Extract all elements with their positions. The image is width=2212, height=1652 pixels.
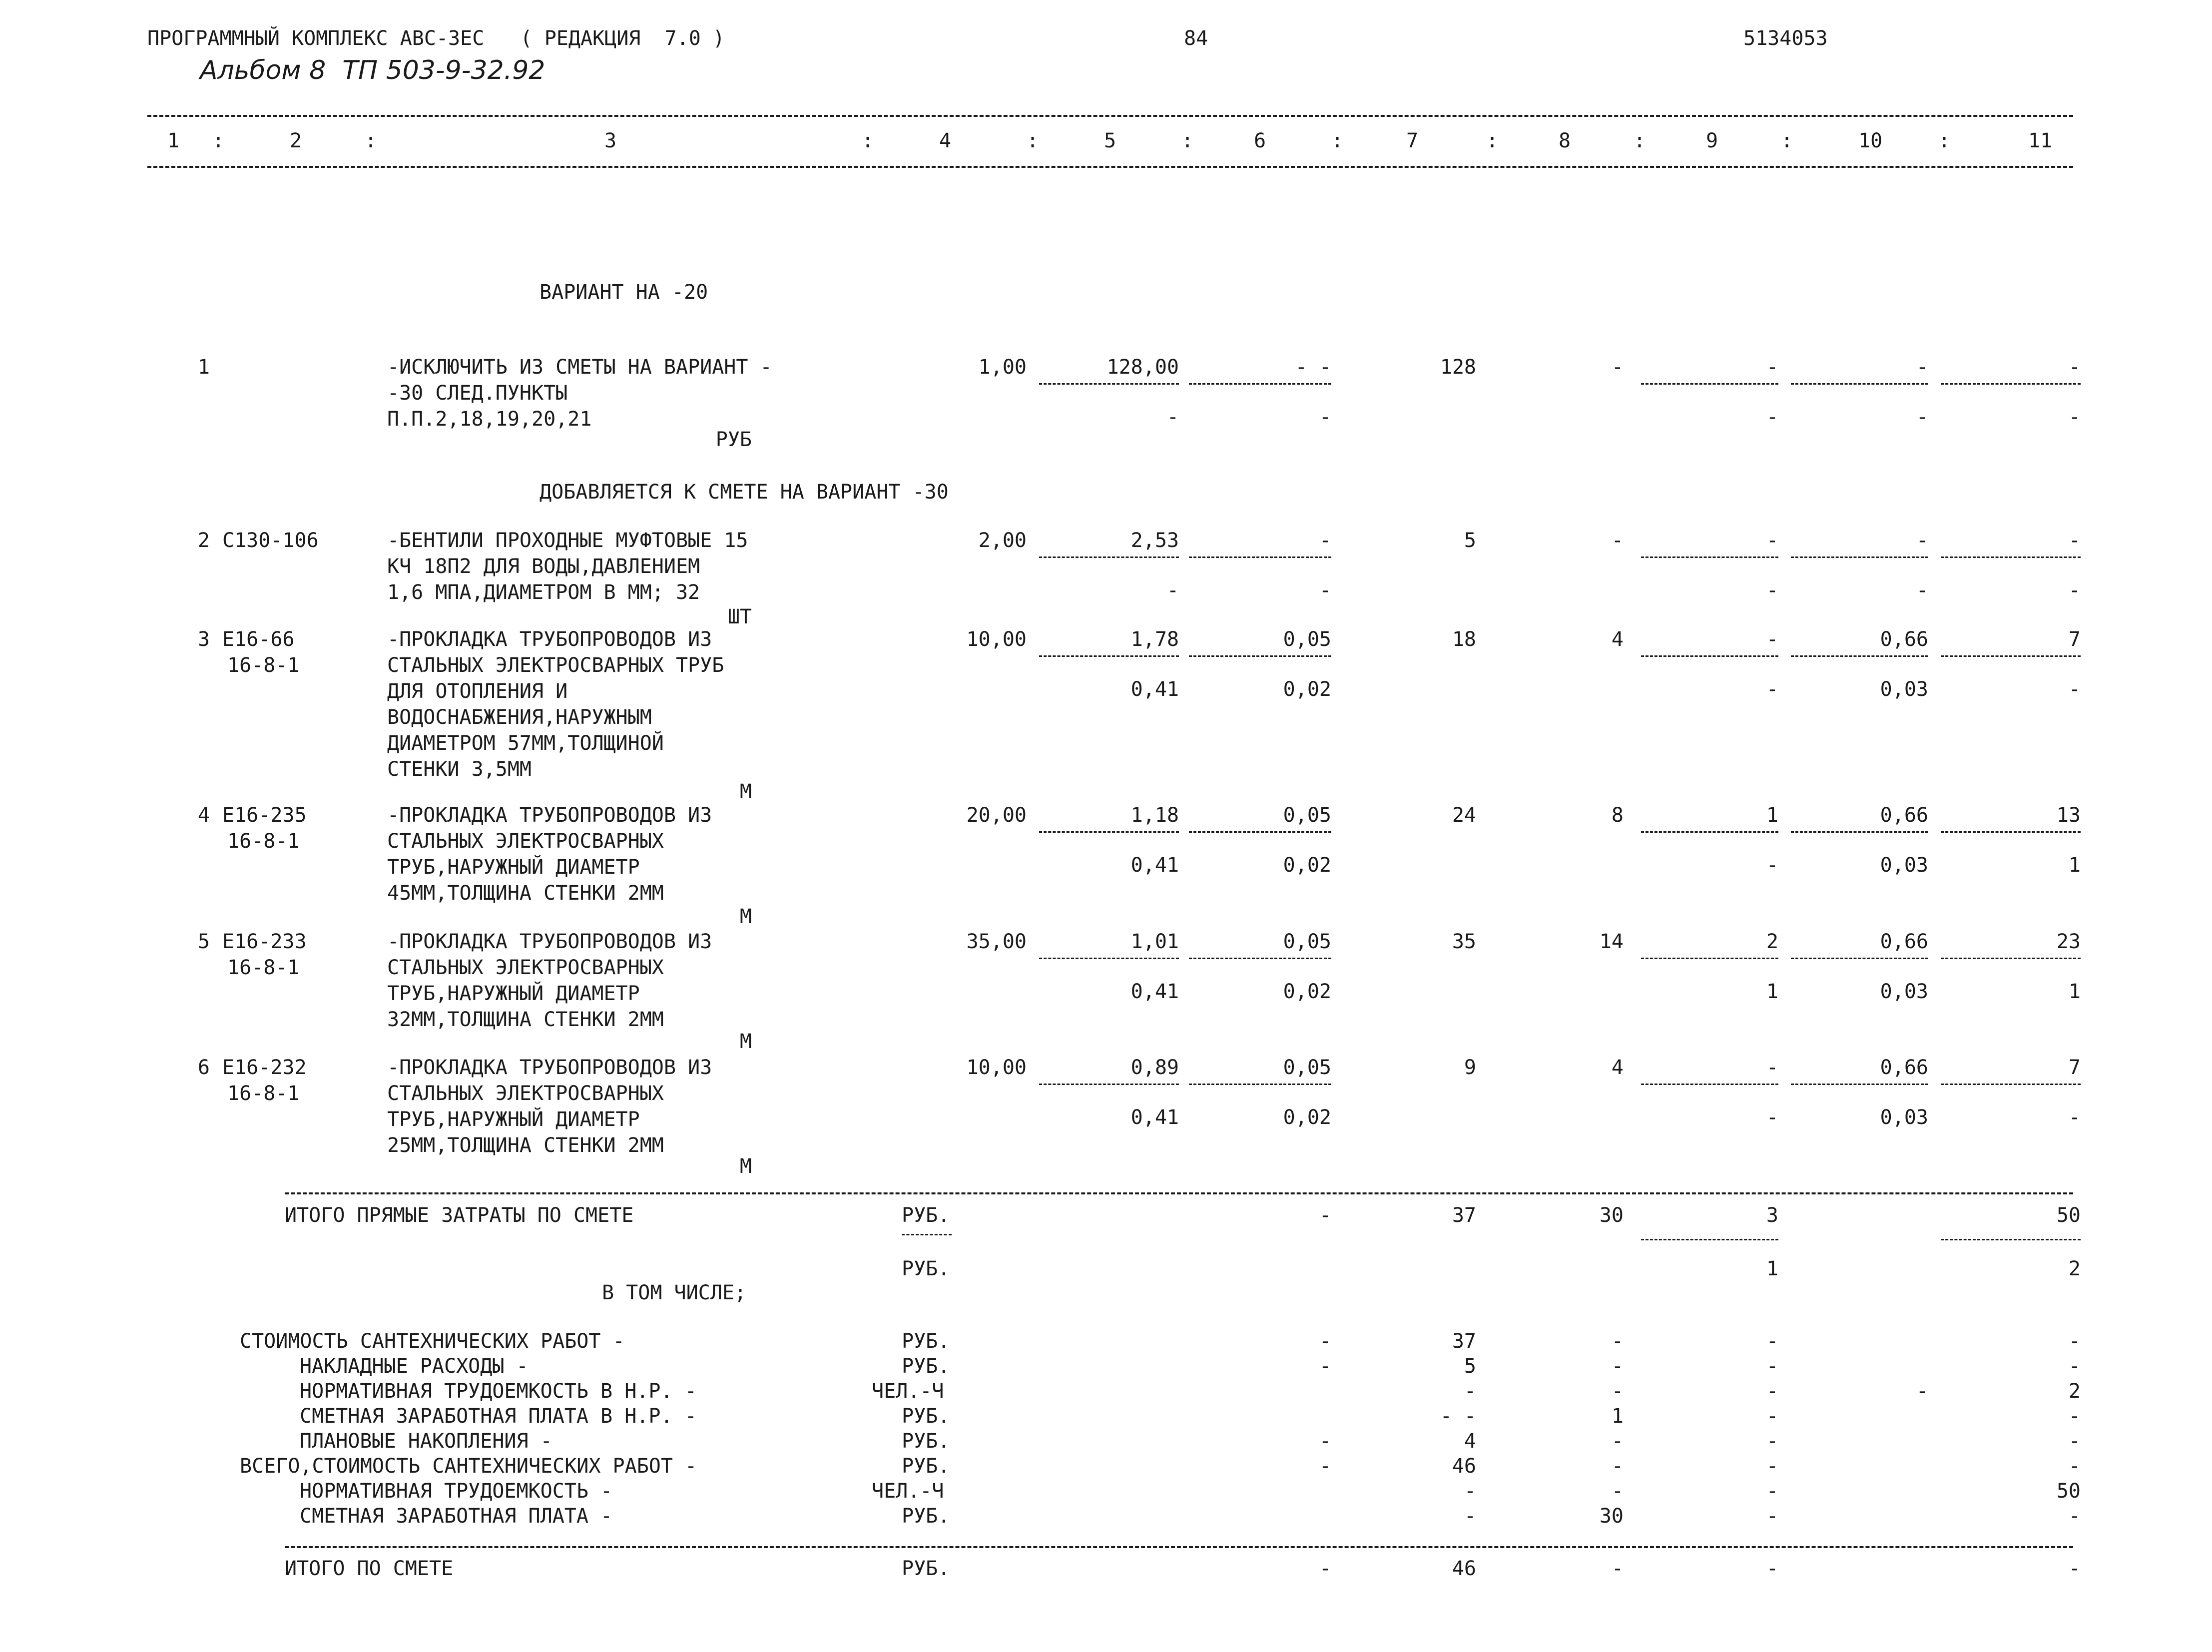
fraction-rule [1641, 556, 1778, 558]
row-description-line: КЧ 18П2 ДЛЯ ВОДЫ,ДАВЛЕНИЕМ [387, 555, 700, 578]
fraction-rule [1941, 556, 2081, 558]
row-col11-sub: - [2068, 678, 2081, 701]
breakdown-col8: - [1611, 1455, 1624, 1478]
row-number: 5 [197, 930, 210, 953]
row-col10: 0,66 [1880, 628, 1928, 651]
breakdown-unit: РУБ. [902, 1355, 950, 1378]
row-description-line: ТРУБ,НАРУЖНЫЙ ДИАМЕТР [387, 856, 640, 879]
row-col9: - [1766, 529, 1778, 552]
fraction-rule [1791, 1084, 1928, 1085]
breakdown-col6: - [1319, 1455, 1331, 1478]
row-code-sub: 16-8-1 [227, 830, 300, 853]
row-description-line: -БЕНТИЛИ ПРОХОДНЫЕ МУФТОВЫЕ 15 [387, 529, 748, 552]
fraction-rule [1641, 383, 1778, 385]
row-description-line: -ПРОКЛАДКА ТРУБОПРОВОДОВ ИЗ [387, 930, 712, 953]
row-col8: 4 [1611, 628, 1624, 651]
row-quantity: 10,00 [966, 628, 1027, 651]
direct-costs-col7: 37 [1452, 1204, 1476, 1227]
column-header-4: 4 [939, 129, 952, 152]
breakdown-label: НОРМАТИВНАЯ ТРУДОЕМКОСТЬ В Н.Р. - [300, 1380, 697, 1403]
column-separator: : [1938, 129, 1951, 152]
row-col10-sub: 0,03 [1880, 980, 1928, 1003]
column-separator: : [1331, 129, 1344, 152]
row-description-line: -ПРОКЛАДКА ТРУБОПРОВОДОВ ИЗ [387, 628, 712, 651]
row-quantity: 2,00 [978, 529, 1027, 552]
row-code-sub: 16-8-1 [227, 956, 300, 979]
row-price-col6-sub: 0,02 [1283, 678, 1331, 701]
add-title: ДОБАВЛЯЕТСЯ К СМЕТЕ НА ВАРИАНТ -30 [540, 481, 949, 504]
row-col11: - [2068, 356, 2081, 379]
breakdown-label: ВСЕГО,СТОИМОСТЬ САНТЕХНИЧЕСКИХ РАБОТ - [240, 1455, 697, 1478]
column-header-8: 8 [1559, 129, 1571, 152]
row-price-col6: 0,05 [1283, 1056, 1331, 1079]
row-col9-sub: 1 [1766, 980, 1778, 1003]
breakdown-col11: - [2068, 1505, 2081, 1528]
grand-total-col9: - [1766, 1557, 1778, 1580]
fraction-rule [1791, 556, 1928, 558]
direct-costs-col11-sub: 2 [2068, 1257, 2081, 1280]
row-description-line: СТЕНКИ 3,5ММ [387, 758, 532, 781]
breakdown-col7: - [1464, 1380, 1476, 1403]
row-total: 18 [1452, 628, 1476, 651]
column-separator: : [365, 129, 377, 152]
row-col10: 0,66 [1880, 930, 1928, 953]
row-quantity: 20,00 [966, 804, 1027, 827]
row-description-line: СТАЛЬНЫХ ЭЛЕКТРОСВАРНЫХ [387, 1082, 664, 1105]
fraction-rule [1641, 958, 1778, 959]
breakdown-unit: РУБ. [902, 1330, 950, 1353]
fraction-rule [1941, 958, 2081, 959]
breakdown-col6: - [1319, 1355, 1331, 1378]
column-separator: : [1486, 129, 1499, 152]
breakdown-col7: 46 [1452, 1455, 1476, 1478]
row-col8: 8 [1611, 804, 1624, 827]
row-col11: - [2068, 529, 2081, 552]
row-price-col6-sub: 0,02 [1283, 980, 1331, 1003]
direct-costs-label: ИТОГО ПРЯМЫЕ ЗАТРАТЫ ПО СМЕТЕ [285, 1204, 634, 1227]
row-col9-sub: - [1766, 854, 1778, 877]
row-col9-sub: - [1766, 1106, 1778, 1129]
row-unit-price: 2,53 [1130, 529, 1179, 552]
row-unit-price: 1,78 [1130, 628, 1179, 651]
row-unit: М [739, 1155, 752, 1178]
row-unit-price: 1,01 [1130, 930, 1179, 953]
row-col9: - [1766, 1056, 1778, 1079]
fraction-rule [1791, 831, 1928, 833]
row-total: 24 [1452, 804, 1476, 827]
column-header-9: 9 [1706, 129, 1718, 152]
variant-title: ВАРИАНТ НА -20 [540, 281, 708, 304]
fraction-rule [902, 1234, 952, 1235]
row-unit-price-sub: - [1166, 406, 1179, 429]
row-price-col6-sub: 0,02 [1283, 1106, 1331, 1129]
row-unit-price-sub: 0,41 [1130, 1106, 1179, 1129]
fraction-rule [1641, 831, 1778, 833]
row-total: 9 [1464, 1056, 1476, 1079]
row-description-line: 32ММ,ТОЛЩИНА СТЕНКИ 2ММ [387, 1008, 664, 1031]
row-price-col6: - [1319, 529, 1331, 552]
row-unit-price: 0,89 [1130, 1056, 1179, 1079]
breakdown-col7: - [1464, 1505, 1476, 1528]
breakdown-col11: 50 [2056, 1480, 2081, 1503]
row-col8: 14 [1599, 930, 1624, 953]
row-unit-price-sub: 0,41 [1130, 980, 1179, 1003]
row-col9: - [1766, 628, 1778, 651]
row-col11-sub: 1 [2068, 854, 2081, 877]
breakdown-unit: РУБ. [902, 1455, 950, 1478]
row-col11: 13 [2056, 804, 2081, 827]
fraction-rule [1039, 1084, 1179, 1085]
fraction-rule [1941, 655, 2081, 657]
row-description-line: -30 СЛЕД.ПУНКТЫ [387, 382, 568, 405]
row-col8: - [1611, 356, 1624, 379]
breakdown-col8: 1 [1611, 1405, 1624, 1428]
fraction-rule [1641, 1239, 1778, 1240]
breakdown-label: ПЛАНОВЫЕ НАКОПЛЕНИЯ - [300, 1430, 553, 1453]
fraction-rule [1189, 958, 1331, 959]
fraction-rule [1941, 1084, 2081, 1085]
row-unit-price-sub: 0,41 [1130, 678, 1179, 701]
column-separator: : [212, 129, 225, 152]
row-total: 35 [1452, 930, 1476, 953]
including-label: В ТОМ ЧИСЛЕ; [602, 1281, 746, 1304]
breakdown-col6: - [1319, 1330, 1331, 1353]
row-col10-sub: - [1916, 406, 1928, 429]
row-col10: 0,66 [1880, 804, 1928, 827]
row-unit: М [739, 1030, 752, 1053]
row-number: 3 [197, 628, 210, 651]
row-unit: ШТ [727, 605, 752, 628]
direct-costs-col6: - [1319, 1204, 1331, 1227]
header-rule-top [147, 115, 2073, 117]
breakdown-col11: 2 [2068, 1380, 2081, 1403]
row-code: Е16-66 [222, 628, 295, 651]
fraction-rule [1189, 831, 1331, 833]
column-header-1: 1 [167, 129, 180, 152]
row-description-line: 25ММ,ТОЛЩИНА СТЕНКИ 2ММ [387, 1134, 664, 1157]
column-separator: : [1634, 129, 1646, 152]
row-description-line: П.П.2,18,19,20,21 [387, 408, 592, 431]
breakdown-col10: - [1916, 1380, 1928, 1403]
fraction-rule [1791, 958, 1928, 959]
row-col11-sub: 1 [2068, 980, 2081, 1003]
row-col11: 7 [2068, 628, 2081, 651]
row-code: Е16-233 [222, 930, 307, 953]
document-code: 5134053 [1743, 27, 1828, 50]
row-col8: - [1611, 529, 1624, 552]
row-unit: РУБ [715, 428, 752, 451]
row-unit-price: 128,00 [1106, 356, 1179, 379]
breakdown-col7: 5 [1464, 1355, 1476, 1378]
row-col11-sub: - [2068, 579, 2081, 602]
breakdown-label: НАКЛАДНЫЕ РАСХОДЫ - [300, 1355, 529, 1378]
breakdown-unit: РУБ. [902, 1430, 950, 1453]
breakdown-col11: - [2068, 1405, 2081, 1428]
column-header-10: 10 [1858, 129, 1883, 152]
row-description-line: ТРУБ,НАРУЖНЫЙ ДИАМЕТР [387, 982, 640, 1005]
fraction-rule [1189, 383, 1331, 385]
breakdown-col8: - [1611, 1355, 1624, 1378]
column-header-7: 7 [1406, 129, 1419, 152]
row-col11: 7 [2068, 1056, 2081, 1079]
fraction-rule [1039, 556, 1179, 558]
row-number: 6 [197, 1056, 210, 1079]
row-col10: 0,66 [1880, 1056, 1928, 1079]
breakdown-col9: - [1766, 1430, 1778, 1453]
row-description-line: ТРУБ,НАРУЖНЫЙ ДИАМЕТР [387, 1108, 640, 1131]
totals-rule [285, 1192, 2073, 1194]
fraction-rule [1189, 556, 1331, 558]
row-unit-price-sub: 0,41 [1130, 854, 1179, 877]
breakdown-col11: - [2068, 1455, 2081, 1478]
row-col10-sub: - [1916, 579, 1928, 602]
grand-total-col6: - [1319, 1557, 1331, 1580]
row-price-col6-sub: 0,02 [1283, 854, 1331, 877]
row-col10: - [1916, 356, 1928, 379]
breakdown-unit: РУБ. [902, 1505, 950, 1528]
row-description-line: -ПРОКЛАДКА ТРУБОПРОВОДОВ ИЗ [387, 804, 712, 827]
row-description-line: -ПРОКЛАДКА ТРУБОПРОВОДОВ ИЗ [387, 1056, 712, 1079]
row-unit-price-sub: - [1166, 579, 1179, 602]
grand-total-label: ИТОГО ПО СМЕТЕ [285, 1557, 454, 1580]
fraction-rule [1641, 655, 1778, 657]
fraction-rule [1039, 655, 1179, 657]
breakdown-col6: - [1319, 1430, 1331, 1453]
row-description-line: СТАЛЬНЫХ ЭЛЕКТРОСВАРНЫХ [387, 956, 664, 979]
breakdown-label: НОРМАТИВНАЯ ТРУДОЕМКОСТЬ - [300, 1480, 613, 1503]
fraction-rule [1941, 383, 2081, 385]
breakdown-col7: 4 [1464, 1430, 1476, 1453]
row-description-line: СТАЛЬНЫХ ЭЛЕКТРОСВАРНЫХ [387, 830, 664, 853]
column-header-5: 5 [1104, 129, 1116, 152]
breakdown-col9: - [1766, 1480, 1778, 1503]
breakdown-col9: - [1766, 1455, 1778, 1478]
column-header-3: 3 [604, 129, 617, 152]
breakdown-col9: - [1766, 1405, 1778, 1428]
column-separator: : [1781, 129, 1793, 152]
row-col9: 1 [1766, 804, 1778, 827]
breakdown-col9: - [1766, 1505, 1778, 1528]
row-description-line: ДЛЯ ОТОПЛЕНИЯ И [387, 680, 568, 703]
fraction-rule [1189, 1084, 1331, 1085]
row-total: 5 [1464, 529, 1476, 552]
breakdown-label: СТОИМОСТЬ САНТЕХНИЧЕСКИХ РАБОТ - [240, 1330, 625, 1353]
breakdown-col8: - [1611, 1380, 1624, 1403]
program-header: ПРОГРАММНЫЙ КОМПЛЕКС АВС-3ЕС ( РЕДАКЦИЯ 7.0 ) [147, 27, 725, 50]
row-unit-price: 1,18 [1130, 804, 1179, 827]
row-col9-sub: - [1766, 406, 1778, 429]
breakdown-col11: - [2068, 1430, 2081, 1453]
row-description-line: 1,6 МПА,ДИАМЕТРОМ В ММ; 32 [387, 581, 700, 604]
row-quantity: 35,00 [966, 930, 1027, 953]
column-separator: : [862, 129, 874, 152]
grand-total-col7: 46 [1452, 1557, 1476, 1580]
row-quantity: 10,00 [966, 1056, 1027, 1079]
row-col11: 23 [2056, 930, 2081, 953]
direct-costs-unit: РУБ. [902, 1204, 950, 1227]
row-col11-sub: - [2068, 406, 2081, 429]
fraction-rule [1641, 1084, 1778, 1085]
breakdown-unit: ЧЕЛ.-Ч [872, 1480, 944, 1503]
column-header-6: 6 [1254, 129, 1266, 152]
row-description-line: -ИСКЛЮЧИТЬ ИЗ СМЕТЫ НА ВАРИАНТ - [387, 356, 772, 379]
row-unit: М [739, 905, 752, 928]
breakdown-col7: - [1464, 1480, 1476, 1503]
fraction-rule [1039, 383, 1179, 385]
breakdown-label: СМЕТНАЯ ЗАРАБОТНАЯ ПЛАТА - [300, 1505, 613, 1528]
breakdown-col11: - [2068, 1330, 2081, 1353]
grand-total-col11: - [2068, 1557, 2081, 1580]
breakdown-col8: - [1611, 1480, 1624, 1503]
row-col10: - [1916, 529, 1928, 552]
fraction-rule [1941, 831, 2081, 833]
row-price-col6: 0,05 [1283, 804, 1331, 827]
row-code-sub: 16-8-1 [227, 1082, 300, 1105]
row-code: Е16-235 [222, 804, 307, 827]
breakdown-label: СМЕТНАЯ ЗАРАБОТНАЯ ПЛАТА В Н.Р. - [300, 1405, 697, 1428]
breakdown-col9: - [1766, 1355, 1778, 1378]
row-col9-sub: - [1766, 579, 1778, 602]
breakdown-col7: 37 [1452, 1330, 1476, 1353]
fraction-rule [1039, 831, 1179, 833]
row-description-line: СТАЛЬНЫХ ЭЛЕКТРОСВАРНЫХ ТРУБ [387, 654, 724, 677]
fraction-rule [1791, 655, 1928, 657]
row-price-col6-sub: - [1319, 406, 1331, 429]
breakdown-unit: РУБ. [902, 1405, 950, 1428]
row-total: 128 [1440, 356, 1476, 379]
row-description-line: 45ММ,ТОЛЩИНА СТЕНКИ 2ММ [387, 882, 664, 905]
column-header-11: 11 [2028, 129, 2053, 152]
breakdown-col8: - [1611, 1430, 1624, 1453]
row-col9-sub: - [1766, 678, 1778, 701]
grand-total-col8: - [1611, 1557, 1624, 1580]
row-number: 2 [197, 529, 210, 552]
breakdown-col8: 30 [1599, 1505, 1624, 1528]
breakdown-col11: - [2068, 1355, 2081, 1378]
row-col10-sub: 0,03 [1880, 678, 1928, 701]
direct-costs-col9: 3 [1766, 1204, 1778, 1227]
row-price-col6: - - [1295, 356, 1331, 379]
direct-costs-unit-sub: РУБ. [902, 1257, 950, 1280]
fraction-rule [1039, 958, 1179, 959]
breakdown-col8: - [1611, 1330, 1624, 1353]
fraction-rule [1189, 655, 1331, 657]
row-description-line: ВОДОСНАБЖЕНИЯ,НАРУЖНЫМ [387, 706, 652, 729]
breakdown-unit: ЧЕЛ.-Ч [872, 1380, 944, 1403]
direct-costs-col9-sub: 1 [1766, 1257, 1778, 1280]
header-rule-bottom [147, 166, 2073, 168]
breakdown-col7: - - [1440, 1405, 1476, 1428]
grand-total-rule [285, 1546, 2073, 1548]
album-handwritten-note: Альбом 8 ТП 503-9-32.92 [200, 55, 546, 85]
direct-costs-col11: 50 [2056, 1204, 2081, 1227]
row-col8: 4 [1611, 1056, 1624, 1079]
row-quantity: 1,00 [978, 356, 1027, 379]
row-code-sub: 16-8-1 [227, 654, 300, 677]
row-number: 1 [197, 356, 210, 379]
row-col10-sub: 0,03 [1880, 1106, 1928, 1129]
breakdown-col9: - [1766, 1380, 1778, 1403]
row-code: С130-106 [222, 529, 319, 552]
fraction-rule [1941, 1239, 2081, 1240]
row-col10-sub: 0,03 [1880, 854, 1928, 877]
row-col9: 2 [1766, 930, 1778, 953]
row-number: 4 [197, 804, 210, 827]
row-description-line: ДИАМЕТРОМ 57ММ,ТОЛЩИНОЙ [387, 732, 664, 755]
grand-total-unit: РУБ. [902, 1557, 950, 1580]
column-separator: : [1181, 129, 1194, 152]
row-col9: - [1766, 356, 1778, 379]
fraction-rule [1791, 383, 1928, 385]
row-price-col6: 0,05 [1283, 628, 1331, 651]
breakdown-col9: - [1766, 1330, 1778, 1353]
row-code: Е16-232 [222, 1056, 307, 1079]
column-header-2: 2 [290, 129, 302, 152]
column-separator: : [1027, 129, 1039, 152]
page-number: 84 [1184, 27, 1208, 50]
row-price-col6-sub: - [1319, 579, 1331, 602]
row-price-col6: 0,05 [1283, 930, 1331, 953]
row-col11-sub: - [2068, 1106, 2081, 1129]
direct-costs-col8: 30 [1599, 1204, 1624, 1227]
row-unit: М [739, 780, 752, 803]
